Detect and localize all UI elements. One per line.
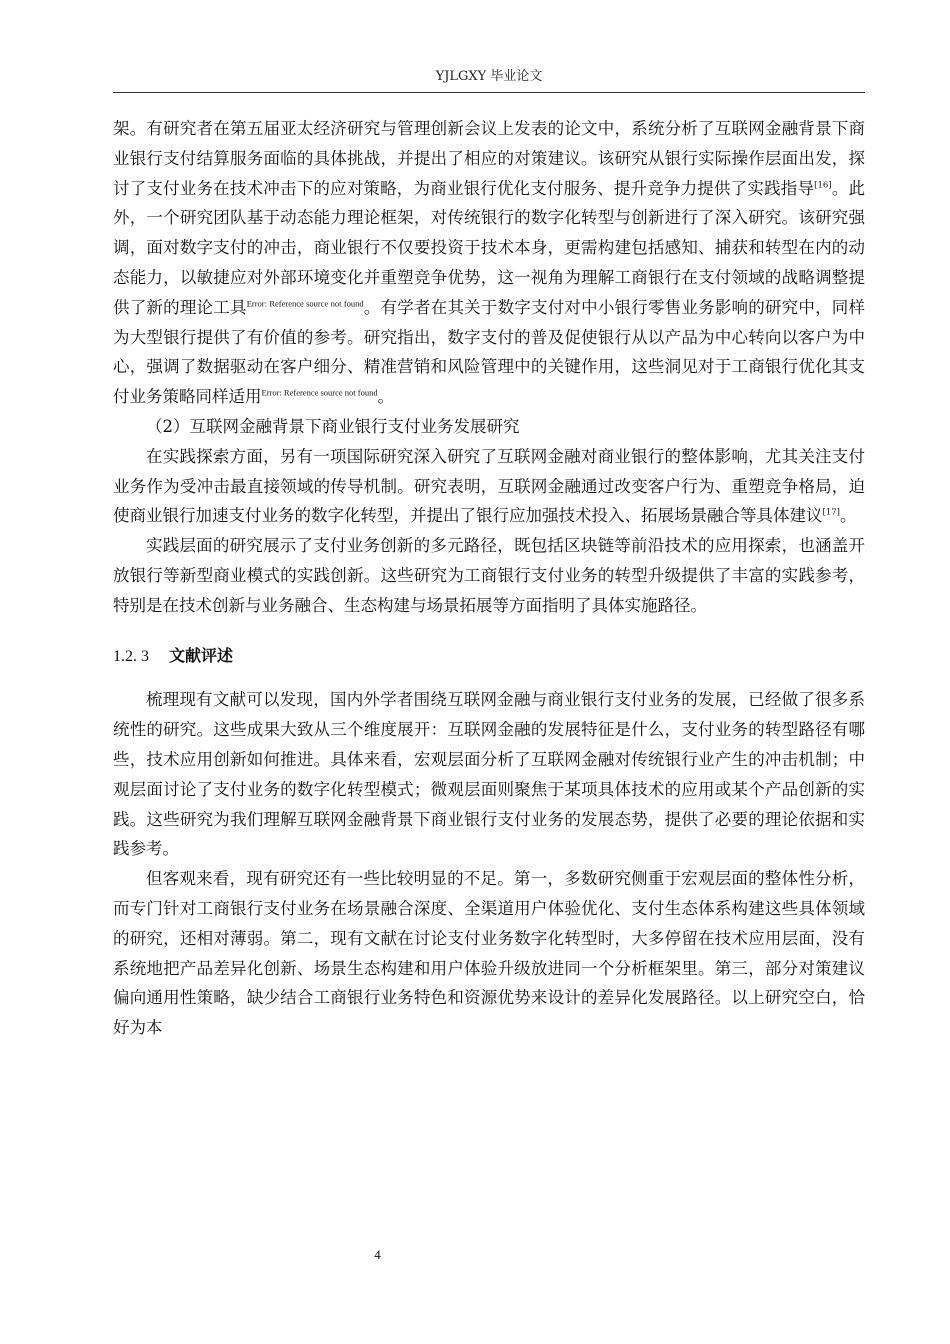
error-reference-2: Error: Reference source not found [261,387,378,398]
citation-17: [17] [822,507,840,518]
header-rule [113,92,865,93]
page-number: 4 [374,1247,381,1262]
section-heading [113,641,865,672]
paragraph-2: 在实践探索方面，另有一项国际研究深入研究了互联网金融对商业银行的整体影响，尤其关注支付业务作为受冲击最直接领域的传导机制。研究表明，互联网金融通过改变客户行为、重塑竞争格局，迫使商业银行加速支付业务的数字化转型，并提出了银行应加强技术投入、拓展场景融合等具体建议[17]。 [113,446,865,526]
page-body [113,114,865,1043]
running-header: YJLGXY 毕业论文 [435,69,543,84]
citation-16: [16] [814,180,832,191]
paragraph-5: 但客观来看，现有研究还有一些比较明显的不足。第一，多数研究侧重于宏观层面的整体性分析，而专门针对工商银行支付业务在场景融合深度、全渠道用户体验优化、支付生态体系构建这些具体领域的研究，还相对薄弱。第二，现有文献在讨论支付业务数字化转型时，大多停留在技术应用层面，没有系统地把产品差异化创新、场景生态构建和用户体验升级放进同一个分析框架里。第三，部分对策建议偏向通用性策略，缺少结合工商银行业务特色和资源优势来设计的差异化发展路径。以上研究空白，恰好为本 [113,869,865,1038]
paragraph-3: 实践层面的研究展示了支付业务创新的多元路径，既包括区块链等前沿技术的应用探索，也涵盖开放银行等新型商业模式的实践创新。这些研究为工商银行支付业务的转型升级提供了丰富的实践参考，特别是在技术创新与业务融合、生态构建与场景拓展等方面指明了具体实施路径。 [113,536,865,615]
paragraph-1: 架。有研究者在第五届亚太经济研究与管理创新会议上发表的论文中，系统分析了互联网金融背景下商业银行支付结算服务面临的具体挑战，并提出了相应的对策建议。该研究从银行实际操作层面出发，探讨了支付业务在技术冲击下的应对策略，为商业银行优化支付服务、提升竞争力提供了实践指导[16]。此外，一个研究团队基于动态能力理论框架，对传统银行的数字化转型与创新进行了深入研究。该研究强调，面对数字支付的冲击，商业银行不仅要投资于技术本身，更需构建包括感知、捕获和转型在内的动态能力，以敏捷应对外部环境变化并重塑竞争优势，这一视角为理解工商银行在支付领域的战略调整提供了新的理论工具$^{Error: Reference source not found}$。有学者在其关于数字支付对中小银行零售业务影响的研究中，同样为大型银行提供了有价值的参考。研究指出，数字支付的普及促使银行从以产品为中心转向以客户为中心，强调了数据驱动在客户细分、精准营销和风险管理中的关键作用，这些洞见对于工商银行优化其支付业务策略同样适用$^{Error: Reference source not found}$。 [113,119,866,407]
error-reference-1: Error: Reference source not found [246,298,364,309]
section-number: 1.2. 3 [113,647,149,665]
subheading-2: （2）互联网金融背景下商业银行支付业务发展研究 [146,416,520,436]
paragraph-4: 梳理现有文献可以发现，国内外学者围绕互联网金融与商业银行支付业务的发展，已经做了很多系统性的研究。这些成果大致从三个维度展开：互联网金融的发展特征是什么，支付业务的转型路径有哪些，技术应用创新如何推进。具体来看，宏观层面分析了互联网金融对传统银行业产生的冲击机制；中观层面讨论了支付业务的数字化转型模式；微观层面则聚焦于某项具体技术的应用或某个产品创新的实践。这些研究为我们理解互联网金融背景下商业银行支付业务的发展态势，提供了必要的理论依据和实践参考。 [113,690,865,859]
section-title: 文献评述 [169,645,234,665]
